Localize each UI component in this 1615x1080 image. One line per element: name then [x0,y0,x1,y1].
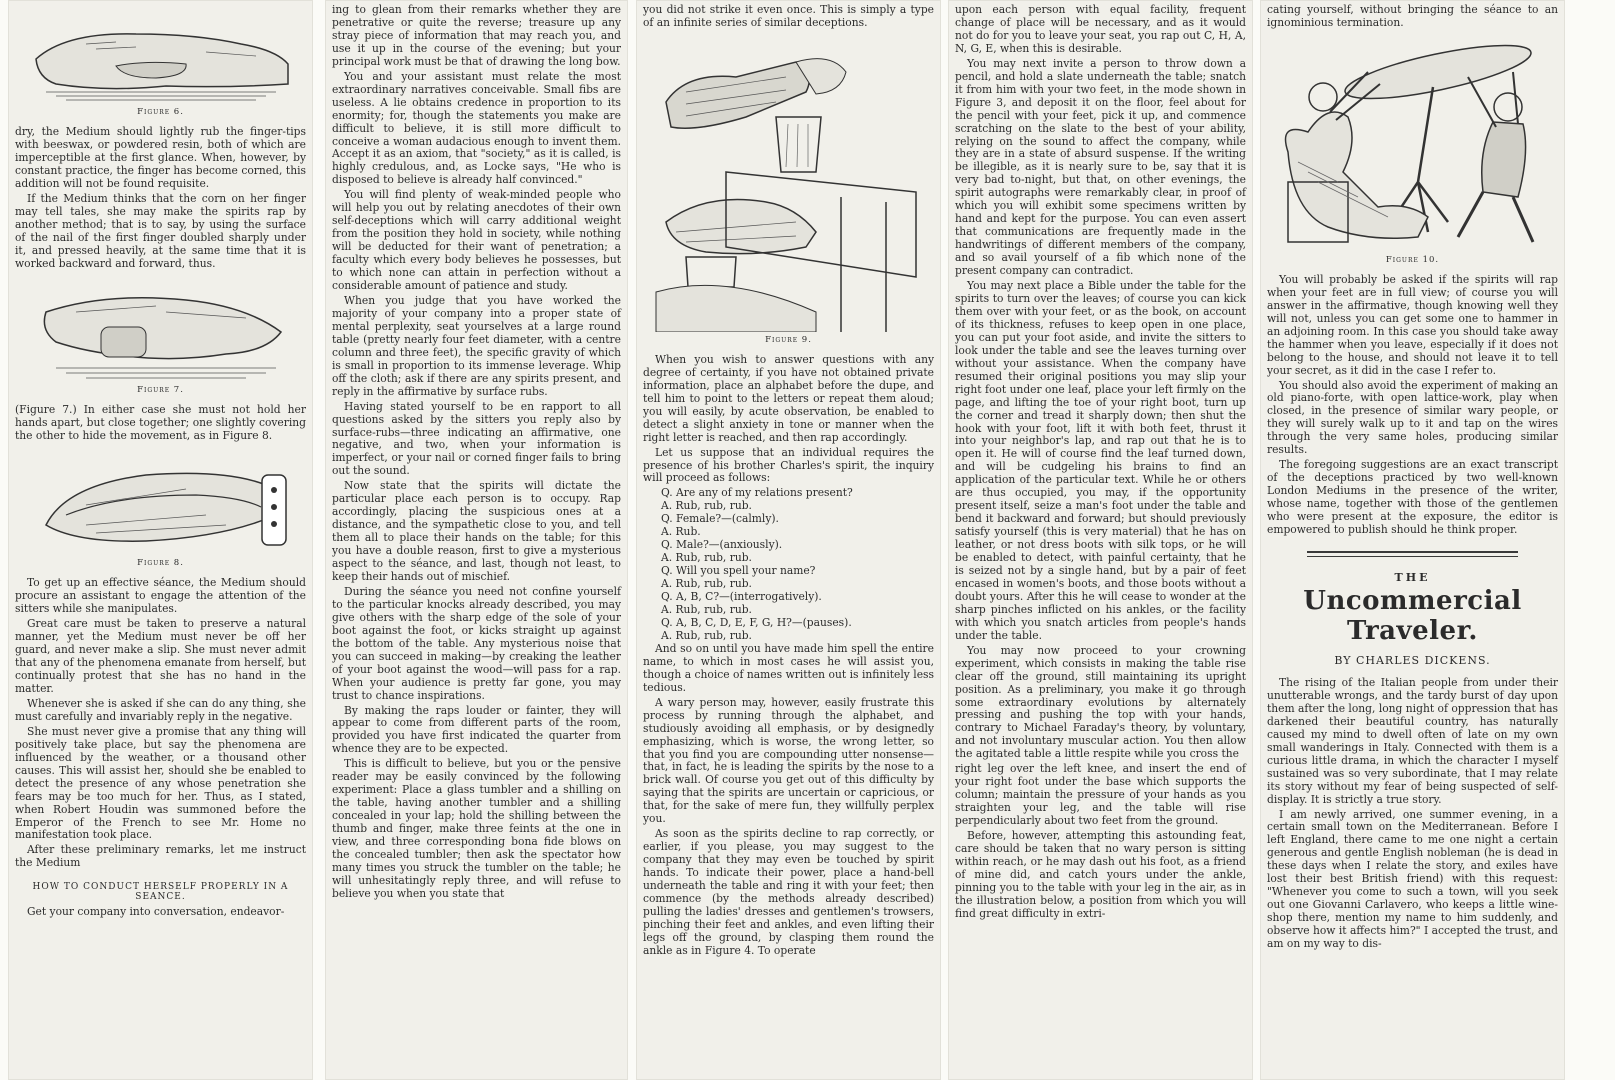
paragraph: She must never give a promise that any thing will positively take place, but say the phenomena are influenced by the weather, or a thousand other causes. This will assist her, should she be enabled to detect the presence of any whose penetration she fears may be too much for her. Thus, as I stated, when Robert Houdin was summoned before the Emperor of the French to see Mr. Home no manifestation took place. [15,724,306,842]
qa-line: Q. Are any of my relations present? [661,486,853,500]
divider [1307,551,1518,553]
article-title: Uncommercial Traveler. [1303,585,1522,646]
paragraph: cating yourself, without bringing the séance to an ignominious termination. [1267,3,1558,29]
qa-line: Q. A, B, C, D, E, F, G, H?—(pauses). [661,615,852,629]
paragraph: A wary person may, however, easily frustrate this process by running through the alphabet, and studiously avoiding all emphasis, or by designedly emphasizing, which is worse, the wrong letter, so that you find you are compounding utter nonsense—that, in fact, he is leading the spirits by the nose to a brick wall. Of course you get out of this difficulty by saying that the spirits are uncertain or capricious, or that, for the sake of mere fun, they willfully perplex you. [643,695,934,826]
figure-9-caption: Figure 9. [765,334,812,345]
paragraph: Whenever she is asked if she can do any thing, she must carefully and invariably reply in the negative. [15,696,306,723]
column-1 [8,0,313,1080]
qa-line: Q. Will you spell your name? [661,564,816,578]
figure-10-caption: Figure 10. [1385,254,1440,265]
figure-8-caption: Figure 8. [137,558,184,569]
figure-7-caption: Figure 7. [137,385,184,396]
column-2 [325,0,628,1080]
paragraph: dry, the Medium should lightly rub the finger-tips with beeswax, or powdered resin, both of which are imperceptible at the first glance. When, however, by constant practice, the finger has become corned, this addition will not be found requisite. [15,125,306,190]
paragraph: upon each person with equal facility, frequent change of place will be necessary, and as it would not do for you to leave your seat, you rap out C, H, A, N, G, E, when this is desirable. [955,3,1246,55]
question-answer-list [643,487,934,642]
paragraph: you did not strike it even once. This is simply a type of an infinite series of similar deceptions. [643,3,934,29]
paragraph: When you wish to answer questions with any degree of certainty, if you have not obtained private information, place an alphabet before the dupe, and tell him to point to the letters or repeat them aloud; you will easily, by acute observation, be enabled to detect a slight anxiety in tone or manner when the right letter is reached, and then rap accordingly. [643,352,934,444]
paragraph: To get up an effective séance, the Medium should procure an assistant to engage the attention of the sitters while she manipulates. [15,576,306,616]
paragraph: You and your assistant must relate the most extraordinary narratives conceivable. Small fibs are useless. A lie obtains credence in proportion to its enormity; for, though the statements you make are difficult to believe, it is still more difficult to conceive a woman audacious enough to invent them. Accept it as an axiom, that "society," as it is called, is highly credulous, and, as Locke says, "He who is disposed to believe is already half convinced." [332,69,621,187]
paragraph: After these preliminary remarks, let me instruct the Medium [15,843,306,870]
article-byline: BY CHARLES DICKENS. [1334,653,1491,667]
paragraph: Let us suppose that an individual requires the presence of his brother Charles's spirit, the inquiry will proceed as follows: [643,445,934,485]
hand-illustration-figure-7 [26,272,296,382]
qa-line: A. Rub, rub, rub. [661,499,752,513]
paragraph: You may next invite a person to throw down a pencil, and hold a slate underneath the table; snatch it from him with your two feet, in the mode shown in Figure 3, and deposit it on the floor, feel about for the pencil with your feet, pick it up, and commence scratching on the slate to the best of your ability, relying on the sound to affect the company, while they are in a state of absurd suspense. If the writing be illegible, as it is nearly sure to be, say that it is very bad to-night, but that, on other evenings, the spirit autographs were remarkably clear, in proof of which you will exhibit some specimens written by hand and kept for the purpose. You can even assert that communications are frequently made in the handwritings of different members of the company, and so avail yourself of a fib which none of the present company can contradict. [955,56,1246,278]
paragraph: If the Medium thinks that the corn on her finger may tell tales, she may make the spirits rap by another method; that is to say, by using the surface of the nail of the first finger doubled sharply under it, and pressed heavily, at the same time that it is worked backward and forward, thus. [15,191,306,270]
paragraph: Having stated yourself to be en rapport to all questions asked by the sitters you reply also by surface-rubs—three indicating an affirmative, one negative, and two, when your information is imperfect, or your nail or corned finger fails to bring out the sound. [332,399,621,478]
paragraph: You may now proceed to your crowning experiment, which consists in making the table rise clear off the ground, still maintaining its upright position. As a preliminary, you make it go through some extraordinary evolutions by alternately pressing and pushing the top with your hands, contrary to Michael Faraday's theory, by voluntary, and not involuntary muscular action. You then allow the agitated table a little respite while you cross the [955,643,1246,761]
qa-line: Q. Male?—(anxiously). [661,538,783,552]
section-heading: HOW TO CONDUCT HERSELF PROPERLY IN A SEANCE. [32,882,289,903]
paragraph: Before, however, attempting this astounding feat, care should be taken that no wary person is sitting within reach, or he may dash out his foot, as a friend of mine did, and catch yours under the ankle, pinning you to the table with your leg in the air, as in the illustration below, a position from which you will find great difficulty in extri- [955,829,1246,920]
qa-line: Q. A, B, C?—(interrogatively). [661,590,822,604]
column-4 [948,0,1253,1080]
paragraph: When you judge that you have worked the majority of your company into a proper state of mental perplexity, seat yourselves at a large round table (pretty nearly four feet diameter, with a centre column and three feet), the specific gravity of which is small in proportion to its immense leverage. Whip off the cloth; ask if there are any spirits present, and reply in the affirmative by surface rubs. [332,293,621,398]
hand-illustration-figure-6 [26,4,296,104]
levitating-table-illustration-figure-10 [1268,32,1558,252]
figure-6-caption: Figure 6. [137,107,184,117]
paragraph: Great care must be taken to preserve a natural manner, yet the Medium must never be off her guard, and never make a slip. She must never admit that any of the phenomena emanate from herself, but continually protest that she has no hand in the matter. [15,617,306,695]
paragraph: The foregoing suggestions are an exact transcript of the deceptions practiced by two well-known London Mediums in the presence of the writer, whose name, together with those of the gentlemen who were present at the exposure, the editor is empowered to publish should he think proper. [1267,458,1558,537]
qa-line: A. Rub, rub, rub. [661,577,752,591]
article-kicker: THE [1394,570,1431,584]
paragraph: I am newly arrived, one summer evening, in a certain small town on the Mediterranean. Before I left England, there came to me one night a certain generous and gentle English nobleman (he is dead in these days when I relate the story, and exiles have lost their best British friend) with this request: "Whenever you come to such a town, will you seek out one Giovanni Carlavero, who keeps a little wine-shop there, mention my name to him suddenly, and observe how it affects him?" I accepted the trust, and am on my way to dis- [1267,807,1558,951]
paragraph: (Figure 7.) In either case she must not hold her hands apart, but close together; one slightly covering the other to hide the movement, as in Figure 8. [15,403,306,443]
qa-line: A. Rub, rub, rub. [661,603,752,617]
column-3 [636,0,941,1080]
paragraph: You may next place a Bible under the table for the spirits to turn over the leaves; of course you can kick them over with your feet, or as the book, on account of its thickness, refuses to keep open in one place, you can put your foot aside, and invite the sitters to look under the table and see the leaves turning over without your assistance. When the company have resumed their original positions you may slip your right foot under one leaf, place your left firmly on the page, and lifting the toe of your right boot, turn up the corner and tread it sharply down; then shut the hook with your foot, lift it with both feet, thrust it into your neighbor's lap, and rap out that he is to open it. He will of course find the leaf turned down, and will be cudgeling his brains to find an application of the particular text. While he or others are thus occupied, you may, if the opportunity present itself, seize a man's foot under the table and bend it backward and forward; but should previously satisfy yourself (this is very material) that he has on leather, or not dress boots with silk tops, or he will be enabled to detect, with painful certainty, that he is seized not by a single hand, but by a pair of feet encased in women's boots, and those boots without a doubt yours. After this he will cease to wonder at the sharp pinches inflicted on his ankles, or the facility with which you snatch articles from people's hands under the table. [955,279,1246,642]
paragraph: You will find plenty of weak-minded people who will help you out by relating anecdotes of their own self-deceptions which will carry additional weight from the position they hold in society, while nothing will be deducted for their want of penetration; a faculty which every body believes he possesses, but to which none can attain in perfection without a considerable amount of patience and study. [332,188,621,293]
paragraph: This is difficult to believe, but you or the pensive reader may be easily convinced by the following experiment: Place a glass tumbler and a shilling on the table, having another tumbler and a shilling concealed in your lap; hold the shilling between the thumb and finger, make three feints at the one in view, and three corresponding bona fide blows on the concealed tumbler; then ask the spectator how many times you struck the tumbler on the table; he will unhesitatingly reply three, and will refuse to believe you when you state that [332,757,621,900]
tumbler-trick-illustration-figure-9 [646,32,931,332]
paragraph: You should also avoid the experiment of making an old piano-forte, with open lattice-work, play when closed, in the presence of similar wary people, or they will surely walk up to it and tap on the wires through the very same holes, producing similar results. [1267,378,1558,457]
paragraph: ing to glean from their remarks whether they are penetrative or quite the reverse; treasure up any stray piece of information that may reach you, and use it up in the course of the evening; but your principal work must be that of drawing the long bow. [332,3,621,68]
paragraph: right leg over the left knee, and insert the end of your right foot under the base which supports the column; maintain the pressure of your hands as you straighten your leg, and the table will rise perpendicularly about two feet from the ground. [955,762,1246,828]
divider [1307,556,1518,557]
paragraph: And so on until you have made him spell the entire name, to which in most cases he will assist you, though a choice of names written out is infinitely less tedious. [643,641,934,694]
qa-line: A. Rub. [661,525,701,539]
paragraph: You will probably be asked if the spirits will rap when your feet are in full view; of course you will answer in the affirmative, though knowing well they will not, unless you can get some one to hammer in an adjoining room. In this case you should take away the hammer when you leave, especially if it does not belong to the house, and should not leave it to tell your secret, as it did in the case I refer to. [1267,272,1558,377]
paragraph: As soon as the spirits decline to rap correctly, or earlier, if you please, you may suggest to the company that they may even be touched by spirit hands. To indicate their power, place a hand-bell underneath the table and ring it with your feet; then commence (by the methods already described) pulling the ladies' dresses and gentlemen's trowsers, pinching their feet and ankles, and even lifting their legs off the ground, by clasping them round the ankle as in Figure 4. To operate [643,827,934,957]
qa-line: A. Rub, rub, rub. [661,551,752,565]
paragraph: Now state that the spirits will dictate the particular place each person is to occupy. Rap accordingly, placing the suspicious ones at a distance, and the sympathetic close to you, and tell them all to place their hands on the table; for this you have a double reason, first to give a mysterious aspect to the séance, and last, though not least, to keep their hands out of mischief. [332,479,621,583]
column-5 [1260,0,1565,1080]
hands-illustration-figure-8 [26,445,296,555]
paragraph: Get your company into conversation, endeavor- [27,905,285,919]
qa-line: Q. Female?—(calmly). [661,512,779,526]
qa-line: A. Rub, rub, rub. [661,628,752,642]
paragraph: During the séance you need not confine yourself to the particular knocks already described, you may give others with the sharp edge of the sole of your boot against the foot, or kicks straight up against the bottom of the table. Any mysterious noise that you can succeed in making—by creaking the leather of your boot against the wood—will pass for a rap. When your audience is pretty far gone, you may trust to chance inspirations. [332,584,621,702]
paragraph: By making the raps louder or fainter, they will appear to come from different parts of the room, provided you have first indicated the quarter from whence they are to be expected. [332,703,621,756]
paragraph: The rising of the Italian people from under their unutterable wrongs, and the tardy burst of day upon them after the long, long night of oppression that has darkened their beautiful country, has naturally caused my mind to dwell often of late on my own small wanderings in Italy. Connected with them is a curious little drama, in which the character I myself sustained was so very subordinate, that I may relate its story without my fear of being suspected of self-display. It is strictly a true story. [1267,675,1558,806]
